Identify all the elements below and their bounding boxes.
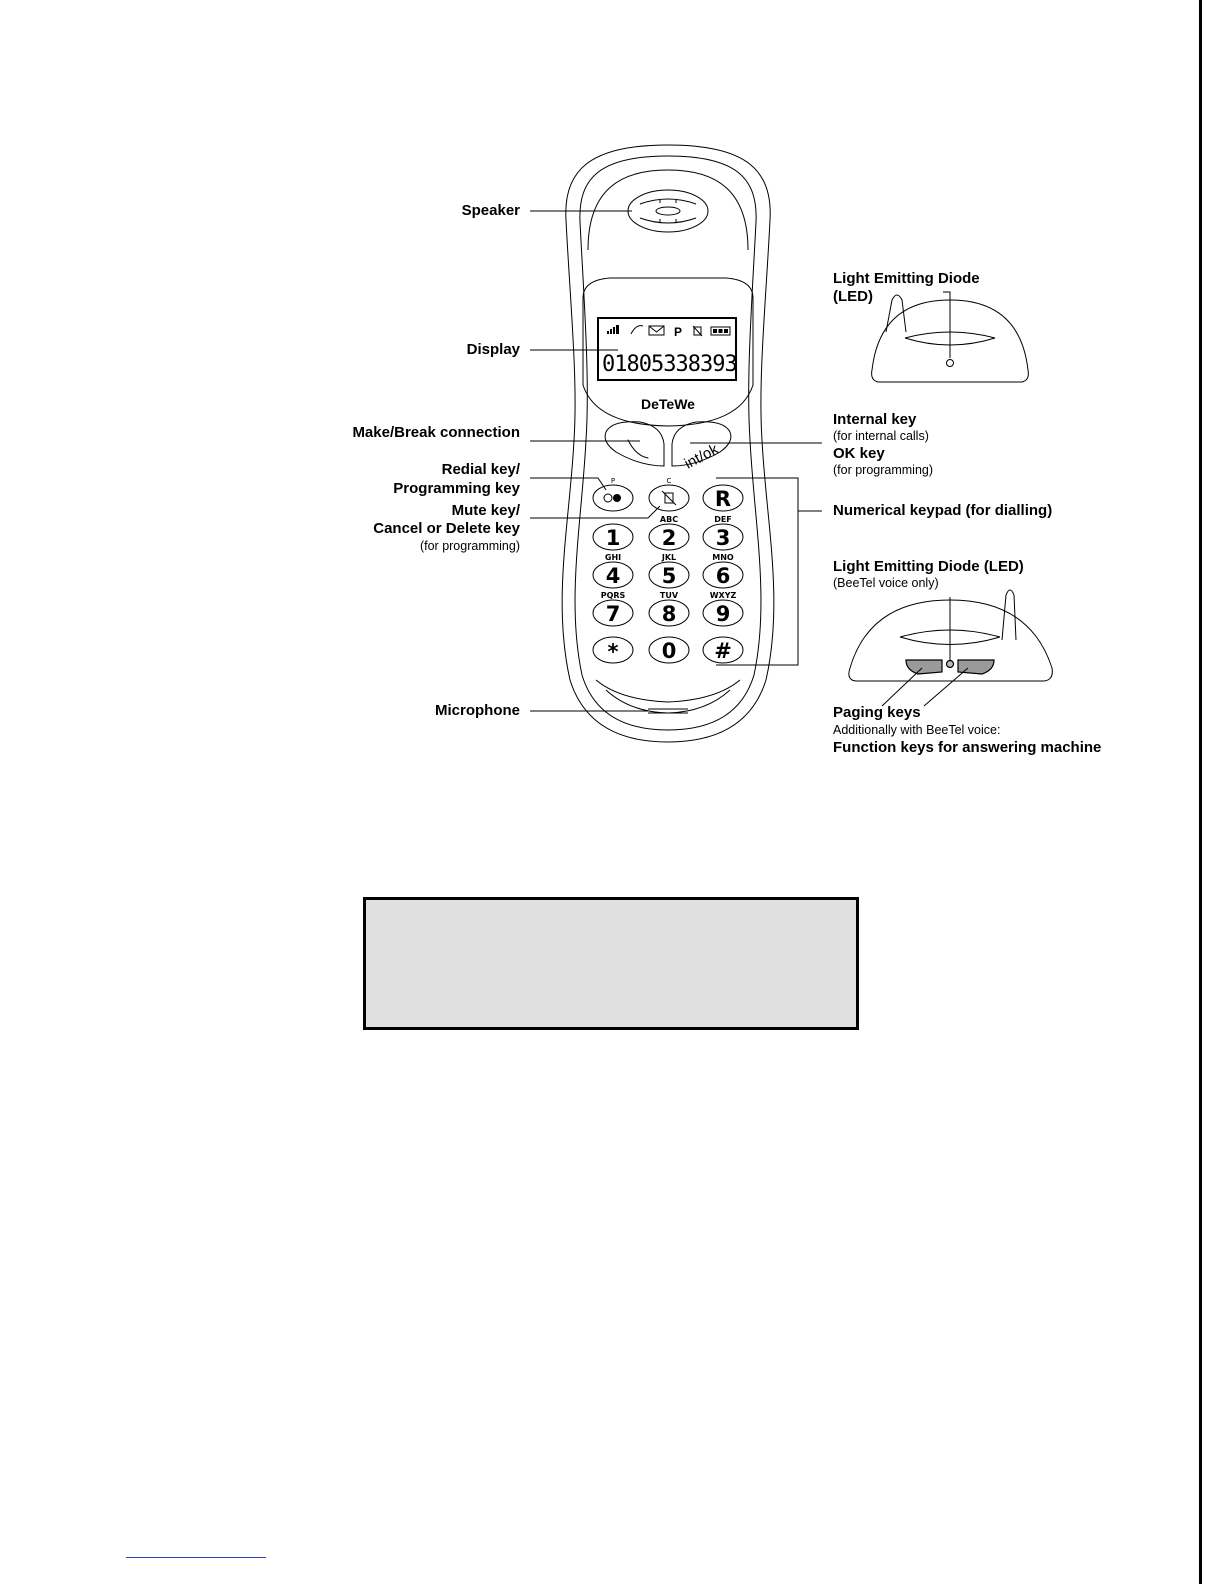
label-function-keys: Function keys for answering machine [833, 739, 1102, 756]
label-mute: Mute key/ [451, 502, 520, 519]
key-5[interactable] [649, 553, 689, 588]
key-2[interactable] [649, 515, 689, 550]
label-led-abbr: (LED) [833, 288, 873, 305]
svg-text:5: 5 [661, 564, 677, 588]
label-make-break: Make/Break connection [352, 424, 520, 441]
base-station-led [872, 292, 1029, 382]
label-paging-sub: Additionally with BeeTel voice: [833, 723, 1001, 737]
key-4[interactable] [593, 553, 633, 588]
svg-text:8: 8 [661, 602, 677, 626]
label-speaker: Speaker [461, 202, 520, 219]
label-led2-title: Light Emitting Diode (LED) [833, 558, 1024, 575]
svg-text:1: 1 [605, 526, 621, 550]
label-cancel-delete: Cancel or Delete key [373, 520, 520, 537]
mute-icon [662, 491, 676, 505]
label-ok-sub: (for programming) [833, 463, 934, 477]
svg-text:JKL: JKL [661, 553, 677, 562]
redial-mark: P [610, 477, 616, 485]
make-break-button[interactable] [605, 422, 664, 466]
note-box [363, 897, 859, 1030]
keypad [593, 515, 743, 664]
svg-text:2: 2 [661, 526, 677, 550]
svg-text:3: 3 [715, 526, 731, 550]
lcd-p-indicator: P [674, 325, 683, 339]
key-1[interactable] [593, 524, 633, 550]
key-0[interactable] [649, 637, 689, 663]
label-internal-key: Internal key [833, 411, 917, 428]
leader-lines [530, 211, 822, 711]
label-keypad: Numerical keypad (for dialling) [833, 502, 1053, 519]
key-hash[interactable] [703, 637, 743, 663]
lcd-number: 01805338393 [602, 352, 737, 377]
svg-text:0: 0 [661, 639, 677, 663]
label-redial: Redial key/ [441, 461, 520, 478]
svg-text:#: # [714, 639, 732, 663]
key-7[interactable] [593, 591, 633, 626]
svg-text:DEF: DEF [714, 515, 732, 524]
led-indicator-2 [947, 661, 954, 668]
paging-key-left[interactable] [906, 660, 942, 674]
int-ok-label: int/ok [681, 440, 722, 473]
svg-text:9: 9 [715, 602, 731, 626]
key-star[interactable] [593, 637, 633, 664]
label-led2-sub: (BeeTel voice only) [833, 576, 939, 590]
key-3[interactable] [703, 515, 743, 550]
svg-text:GHI: GHI [604, 553, 622, 562]
microphone-slots [648, 709, 688, 713]
svg-text:MNO: MNO [712, 553, 734, 562]
label-microphone: Microphone [435, 702, 520, 719]
label-led-title: Light Emitting Diode [833, 270, 980, 287]
footer-rule [126, 1557, 266, 1558]
earpiece-arch [588, 170, 748, 250]
key-6[interactable] [703, 553, 743, 588]
label-internal-sub: (for internal calls) [833, 429, 929, 443]
label-display: Display [466, 341, 520, 358]
key-9[interactable] [703, 591, 743, 626]
svg-text:ABC: ABC [659, 515, 679, 524]
mute-status-icon [693, 326, 702, 336]
key-8[interactable] [649, 591, 689, 626]
svg-text:PQRS: PQRS [600, 591, 626, 600]
svg-text:4: 4 [605, 564, 621, 588]
led-indicator [947, 360, 954, 367]
svg-text:7: 7 [605, 602, 621, 626]
redial-icon [604, 494, 612, 502]
mute-mark: C [666, 477, 672, 485]
svg-text:WXYZ: WXYZ [709, 591, 737, 600]
svg-text:TUV: TUV [659, 591, 679, 600]
base-station-answering [849, 590, 1052, 706]
label-programming: Programming key [393, 480, 520, 497]
svg-text:6: 6 [715, 564, 731, 588]
label-paging: Paging keys [833, 704, 921, 721]
label-mute-sub: (for programming) [419, 539, 520, 553]
speaker-grille [628, 190, 708, 232]
r-key-label: R [714, 487, 732, 511]
label-ok-key: OK key [833, 445, 885, 462]
phone-icon [628, 440, 648, 458]
brand-logo: DeTeWe [641, 396, 695, 412]
svg-text:*: * [607, 640, 619, 664]
